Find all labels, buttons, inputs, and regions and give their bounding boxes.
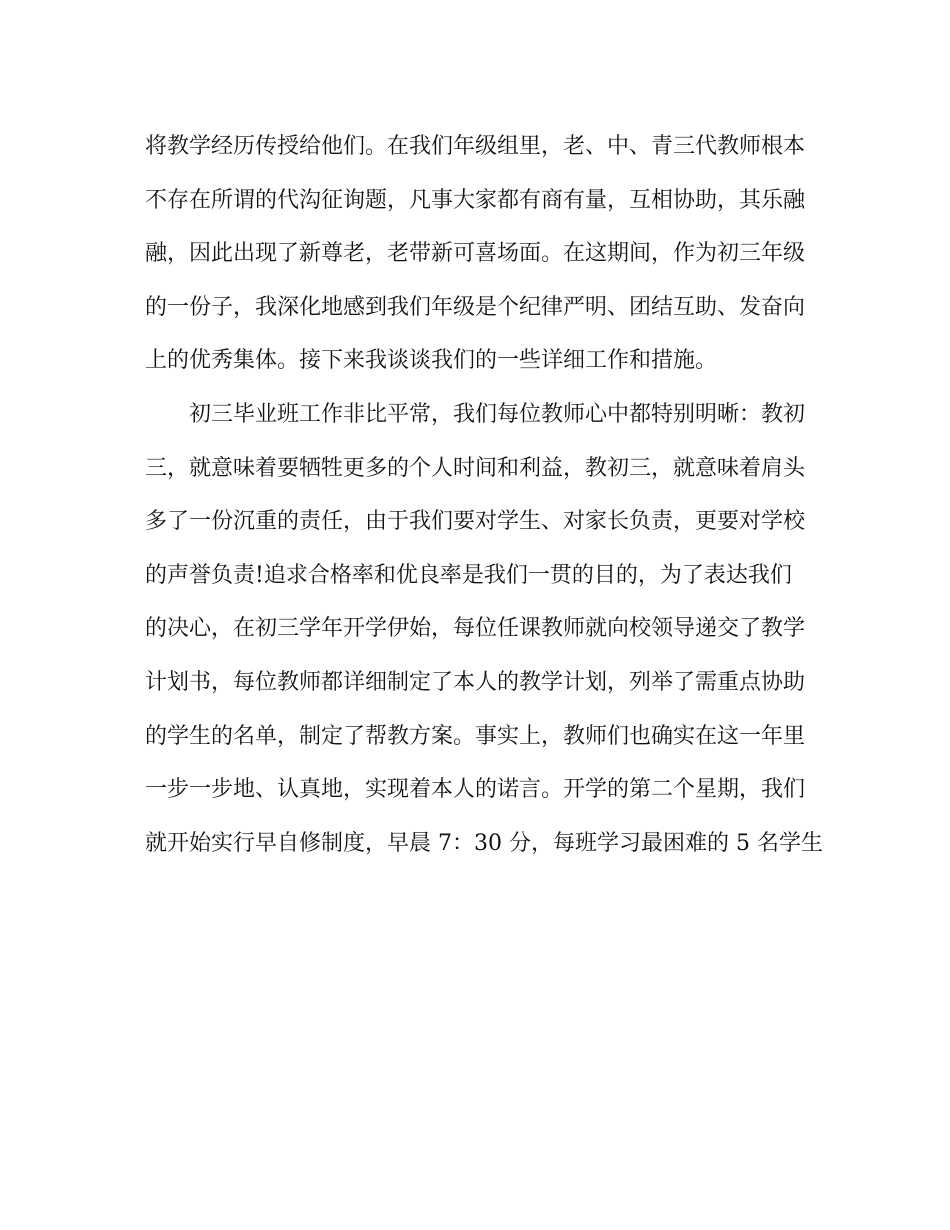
body-text	[145, 120, 825, 870]
text-line: 多了一份沉重的责任，由于我们要对学生、对家长负责，更要对学校	[145, 509, 806, 535]
text-line: 上的优秀集体。接下来我谈谈我们的一些详细工作和措施。	[145, 348, 718, 374]
text-line: 的一份子，我深化地感到我们年级是个纪律严明、团结互助、发奋向	[145, 294, 806, 320]
text-line: 的声誉负责!追求合格率和优良率是我们一贯的目的，为了表达我们	[145, 562, 792, 588]
text-line: 的决心，在初三学年开学伊始，每位任课教师就向校领导递交了教学	[145, 616, 806, 642]
text-line: 将教学经历传授给他们。在我们年级组里，老、中、青三代教师根本	[145, 134, 806, 159]
text-line: 不存在所谓的代沟征询题，凡事大家都有商有量，互相协助，其乐融	[145, 187, 806, 213]
text-line: 计划书，每位教师都详细制定了本人的教学计划，列举了需重点协助	[145, 669, 806, 695]
text-line: 一步一步地、认真地，实现着本人的诺言。开学的第二个星期，我们	[145, 777, 806, 803]
text-line: 融，因此出现了新尊老，老带新可喜场面。在这期间，作为初三年级	[145, 241, 806, 267]
text-line: 三，就意味着要牺牲更多的个人时间和利益，教初三，就意味着肩头	[145, 455, 806, 481]
paragraph-first-line: 初三毕业班工作非比平常，我们每位教师心中都特别明晰：教初	[189, 401, 806, 427]
text-line: 就开始实行早自修制度，早晨 7：30 分，每班学习最困难的 5 名学生	[145, 830, 823, 856]
text-line: 的学生的名单，制定了帮教方案。事实上，教师们也确实在这一年里	[145, 723, 806, 749]
